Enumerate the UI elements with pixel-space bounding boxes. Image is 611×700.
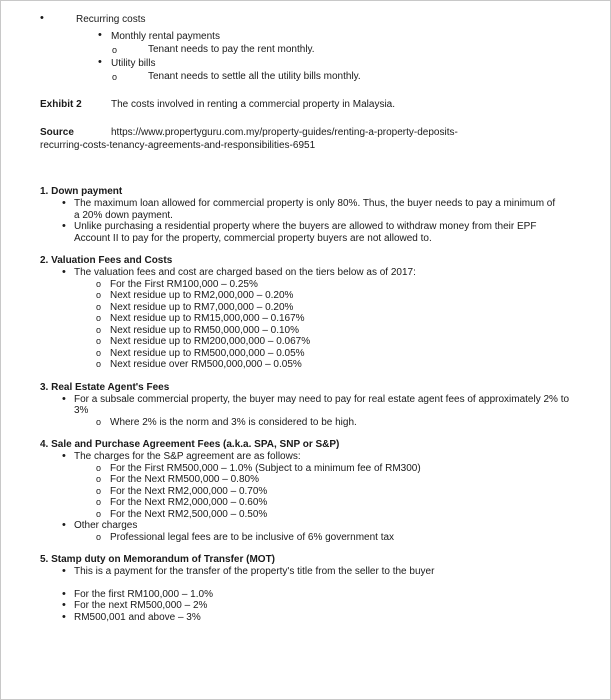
sub-list-item-text: Next residue up to RM200,000,000 – 0.067% xyxy=(110,336,311,347)
circle-bullet-icon: o xyxy=(96,324,102,335)
bullet-icon: • xyxy=(62,197,66,209)
section-heading: 3. Real Estate Agent's Fees xyxy=(40,381,170,393)
sub-list-item xyxy=(40,417,580,429)
utility-note: Tenant needs to settle all the utility bills monthly. xyxy=(148,71,361,82)
recurring-costs-block xyxy=(0,0,611,160)
section xyxy=(40,255,560,371)
list-item xyxy=(40,198,560,221)
section xyxy=(40,382,580,429)
sub-list-item xyxy=(40,313,560,325)
list-item xyxy=(40,589,560,601)
sub-list-item-text: For the Next RM2,500,000 – 0.50% xyxy=(110,508,268,520)
sub-list-item xyxy=(40,497,560,509)
sub-list-item xyxy=(40,302,560,314)
circle-bullet-icon: o xyxy=(96,301,102,312)
circle-bullet-icon: o xyxy=(112,45,118,55)
sub-list-item xyxy=(40,348,560,360)
section-heading: 2. Valuation Fees and Costs xyxy=(40,255,173,266)
sub-list-item-text: For the Next RM2,000,000 – 0.70% xyxy=(110,485,268,497)
list-item-text: Unlike purchasing a residential property where the buyers are allowed to withdraw money from their EPF Account II to pay for the property, commercial property buyers are not allowed to. xyxy=(74,221,537,244)
bullet-icon: • xyxy=(62,610,66,623)
bullet-icon: • xyxy=(62,565,66,577)
circle-bullet-icon: o xyxy=(96,336,102,346)
section-heading: 1. Down payment xyxy=(40,186,123,197)
section xyxy=(40,439,560,543)
section xyxy=(40,186,560,244)
bullet-icon: • xyxy=(62,392,66,405)
sub-list-item-text: Professional legal fees are to be inclusive of 6% government tax xyxy=(110,531,395,543)
section-heading: 5. Stamp duty on Memorandum of Transfer (MOT) xyxy=(40,554,276,565)
circle-bullet-icon: o xyxy=(96,290,102,300)
sub-list-item xyxy=(40,509,560,521)
circle-bullet-icon: o xyxy=(96,416,102,427)
section-heading: 4. Sale and Purchase Agreement Fees (a.k.a. SPA, SNP or S&P) xyxy=(40,439,340,450)
list-item-text: The charges for the S&P agreement are as follows: xyxy=(74,451,301,462)
bullet-icon: • xyxy=(98,56,102,68)
circle-bullet-icon: o xyxy=(112,72,118,82)
bullet-icon: • xyxy=(62,220,66,232)
spacer xyxy=(40,578,560,589)
list-item-text: The valuation fees and cost are charged based on the tiers below as of 2017: xyxy=(74,267,416,278)
list-item xyxy=(40,451,560,463)
source-label: Source xyxy=(40,127,74,138)
list-item-text: For a subsale commercial property, the buyer may need to pay for real estate agent fees of approximately 2% to 3% xyxy=(74,393,570,416)
list-item xyxy=(40,566,560,578)
bullet-icon: • xyxy=(98,29,102,41)
sub-list-item-text: Next residue up to RM7,000,000 – 0.20% xyxy=(110,301,294,313)
section xyxy=(40,554,560,623)
sub-list-item-text: For the First RM500,000 – 1.0% (Subject to a minimum fee of RM300) xyxy=(110,462,421,474)
circle-bullet-icon: o xyxy=(96,278,102,289)
list-item xyxy=(40,520,560,532)
sub-list-item xyxy=(40,325,560,337)
exhibit-caption: The costs involved in renting a commercial property in Malaysia. xyxy=(111,99,396,110)
circle-bullet-icon: o xyxy=(96,462,102,473)
circle-bullet-icon: o xyxy=(96,347,102,358)
exhibit-label: Exhibit 2 xyxy=(40,99,82,110)
rental-label: Monthly rental payments xyxy=(111,31,220,42)
rental-note: Tenant needs to pay the rent monthly. xyxy=(148,44,315,55)
list-item-text: Other charges xyxy=(74,520,138,531)
sub-list-item-text: Next residue up to RM500,000,000 – 0.05% xyxy=(110,347,305,359)
list-item xyxy=(40,394,580,417)
sub-list-item xyxy=(40,290,560,302)
sub-list-item-text: Next residue up to RM15,000,000 – 0.167% xyxy=(110,313,305,324)
circle-bullet-icon: o xyxy=(96,474,102,484)
list-item xyxy=(40,267,560,279)
circle-bullet-icon: o xyxy=(96,485,102,496)
recurring-costs-label: Recurring costs xyxy=(76,14,146,25)
list-item xyxy=(40,221,560,244)
sub-list-item xyxy=(40,486,560,498)
sub-list-item-text: Where 2% is the norm and 3% is considered to be high. xyxy=(110,416,357,428)
sub-list-item-text: Next residue up to RM2,000,000 – 0.20% xyxy=(110,290,294,301)
sub-list-item xyxy=(40,359,560,371)
circle-bullet-icon: o xyxy=(96,508,102,519)
sub-list-item-text: For the Next RM2,000,000 – 0.60% xyxy=(110,497,268,508)
bullet-icon: • xyxy=(40,12,44,24)
sub-list-item xyxy=(40,463,560,475)
list-item-text: RM500,001 and above – 3% xyxy=(74,611,201,623)
sub-list-item xyxy=(40,336,560,348)
list-item-text: For the next RM500,000 – 2% xyxy=(74,600,208,611)
list-item-text: The maximum loan allowed for commercial property is only 80%. Thus, the buyer needs to pay a minimum of a 20% down payment. xyxy=(74,198,556,221)
source-url-line2[interactable]: recurring-costs-tenancy-agreements-and-responsibilities-6951 xyxy=(40,140,316,151)
utility-label: Utility bills xyxy=(111,58,156,69)
bullet-icon: • xyxy=(62,519,66,531)
sub-list-item-text: For the First RM100,000 – 0.25% xyxy=(110,278,258,290)
list-item xyxy=(40,612,560,624)
bullet-icon: • xyxy=(62,266,66,278)
bullet-icon: • xyxy=(62,587,66,600)
sub-list-item xyxy=(40,279,560,291)
sub-list-item xyxy=(40,474,560,486)
sub-list-item-text: Next residue up to RM50,000,000 – 0.10% xyxy=(110,324,300,336)
circle-bullet-icon: o xyxy=(96,531,102,542)
list-item-text: This is a payment for the transfer of the property's title from the seller to the buyer xyxy=(74,566,435,577)
bullet-icon: • xyxy=(62,450,66,462)
source-url-line1[interactable]: https://www.propertyguru.com.my/property-guides/renting-a-property-deposits- xyxy=(111,127,458,138)
bullet-icon: • xyxy=(62,599,66,611)
list-item-text: For the first RM100,000 – 1.0% xyxy=(74,588,213,600)
sub-list-item-text: For the Next RM500,000 – 0.80% xyxy=(110,474,259,485)
sub-list-item xyxy=(40,532,560,544)
circle-bullet-icon: o xyxy=(96,359,102,369)
sub-list-item-text: Next residue over RM500,000,000 – 0.05% xyxy=(110,359,302,370)
circle-bullet-icon: o xyxy=(96,313,102,323)
circle-bullet-icon: o xyxy=(96,497,102,507)
cost-sections xyxy=(0,186,611,634)
list-item xyxy=(40,600,560,612)
